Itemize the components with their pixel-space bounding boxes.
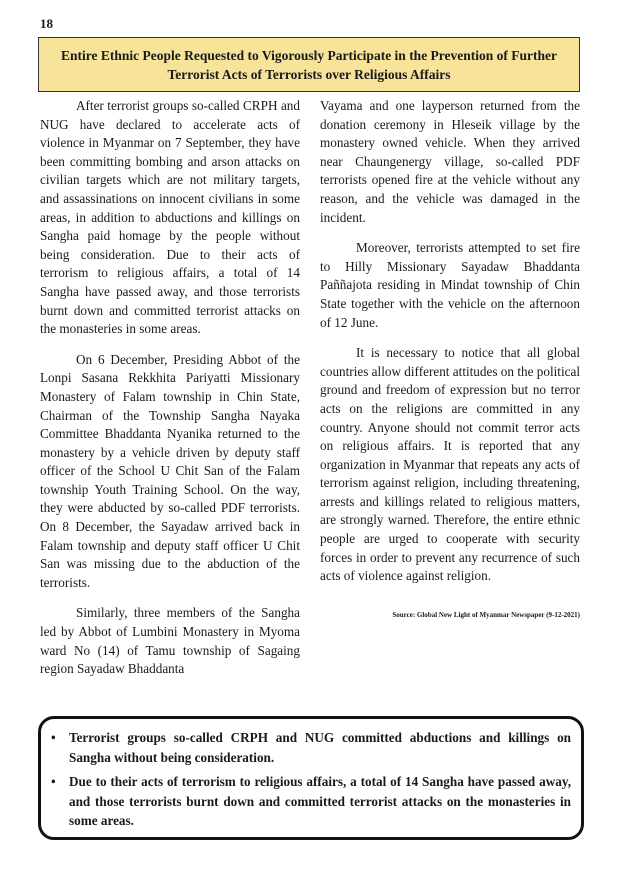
summary-box <box>38 716 584 840</box>
paragraph: Similarly, three members of the Sangha led by Abbot of Lumbini Monastery in Myoma ward No (14) of Tamu township of Sagaing region Sayadaw Bhaddanta <box>40 605 300 677</box>
summary-list <box>51 728 571 831</box>
paragraph: After terrorist groups so-called CRPH and NUG have declared to accelerate acts of violence in Myanmar on 7 September, they have been committing bombing and arson attacks on civilian targets which are not military targets, and assassinations on innocent civilians in some areas, in addition to abductions and killings on Sangha paid homage by the people without being consideration. Due to their acts of terrorism to religious affairs, a total of 14 Sangha have passed away, and those terrorists burnt down and committed terrorist attacks on the monasteries in some areas. <box>40 98 300 337</box>
summary-text: Terrorist groups so-called CRPH and NUG committed abductions and killings on Sangha without being consideration. <box>69 730 571 765</box>
paragraph: Moreover, terrorists attempted to set fire to Hilly Missionary Sayadaw Bhaddanta Paññajota residing in Mindat township of Chin State together with the vehicle on the afternoon of 12 June. <box>320 240 580 330</box>
page-number: 18 <box>40 16 53 31</box>
summary-item <box>51 772 571 831</box>
article-column-left <box>40 97 300 691</box>
summary-text: Due to their acts of terrorism to religious affairs, a total of 14 Sangha have passed away, and those terrorists burnt down and committed terrorist attacks on the monasteries in some areas. <box>69 774 571 828</box>
article-title-banner <box>38 37 580 92</box>
paragraph: It is necessary to notice that all global countries allow different attitudes on the political ground and freedom of expression but no terror acts on the religions are committed in any country. Anyone should not commit terror acts on religious affairs. It is reported that any organization in Myanmar that repeats any acts of terrorism against religion, including threatening, arrests and killings related to religious matters, are strongly warned. Therefore, the entire ethnic people are urged to cooperate with security forces in order to prevent any recurrence of such acts of violence against religion. <box>320 345 580 584</box>
bullet-icon: • <box>51 774 56 789</box>
bullet-icon: • <box>51 730 56 745</box>
article-column-right <box>320 97 580 624</box>
article-title: Entire Ethnic People Requested to Vigorously Participate in the Prevention of Further Terrorist Acts of Terrorists over Religious Affairs <box>60 47 558 82</box>
summary-item <box>51 728 571 767</box>
paragraph: On 6 December, Presiding Abbot of the Lonpi Sasana Rekkhita Pariyatti Missionary Monastery of Falam township in Chin State, Chairman of the Township Sangha Nayaka Committee Bhaddanta Nyanika returned to the monastery by a vehicle driven by deputy staff officer of the School U Chit San of the Falam township Youth Training School. On the way, they were abducted by so-called PDF terrorists. On 8 December, the Sayadaw arrived back in Falam township and deputy staff officer U Chit San was missing due to the abduction of the terrorists. <box>40 351 300 590</box>
paragraph-continuation: Vayama and one layperson returned from the donation ceremony in Hleseik village by the monastery owned vehicle. When they arrived near Chaungenergy village, so-called PDF terrorists opened fire at the vehicle without any reason, and the vehicle was damaged in the incident. <box>320 98 580 225</box>
source-citation: Source: Global New Light of Myanmar Newspaper (9-12-2021) <box>392 610 580 619</box>
